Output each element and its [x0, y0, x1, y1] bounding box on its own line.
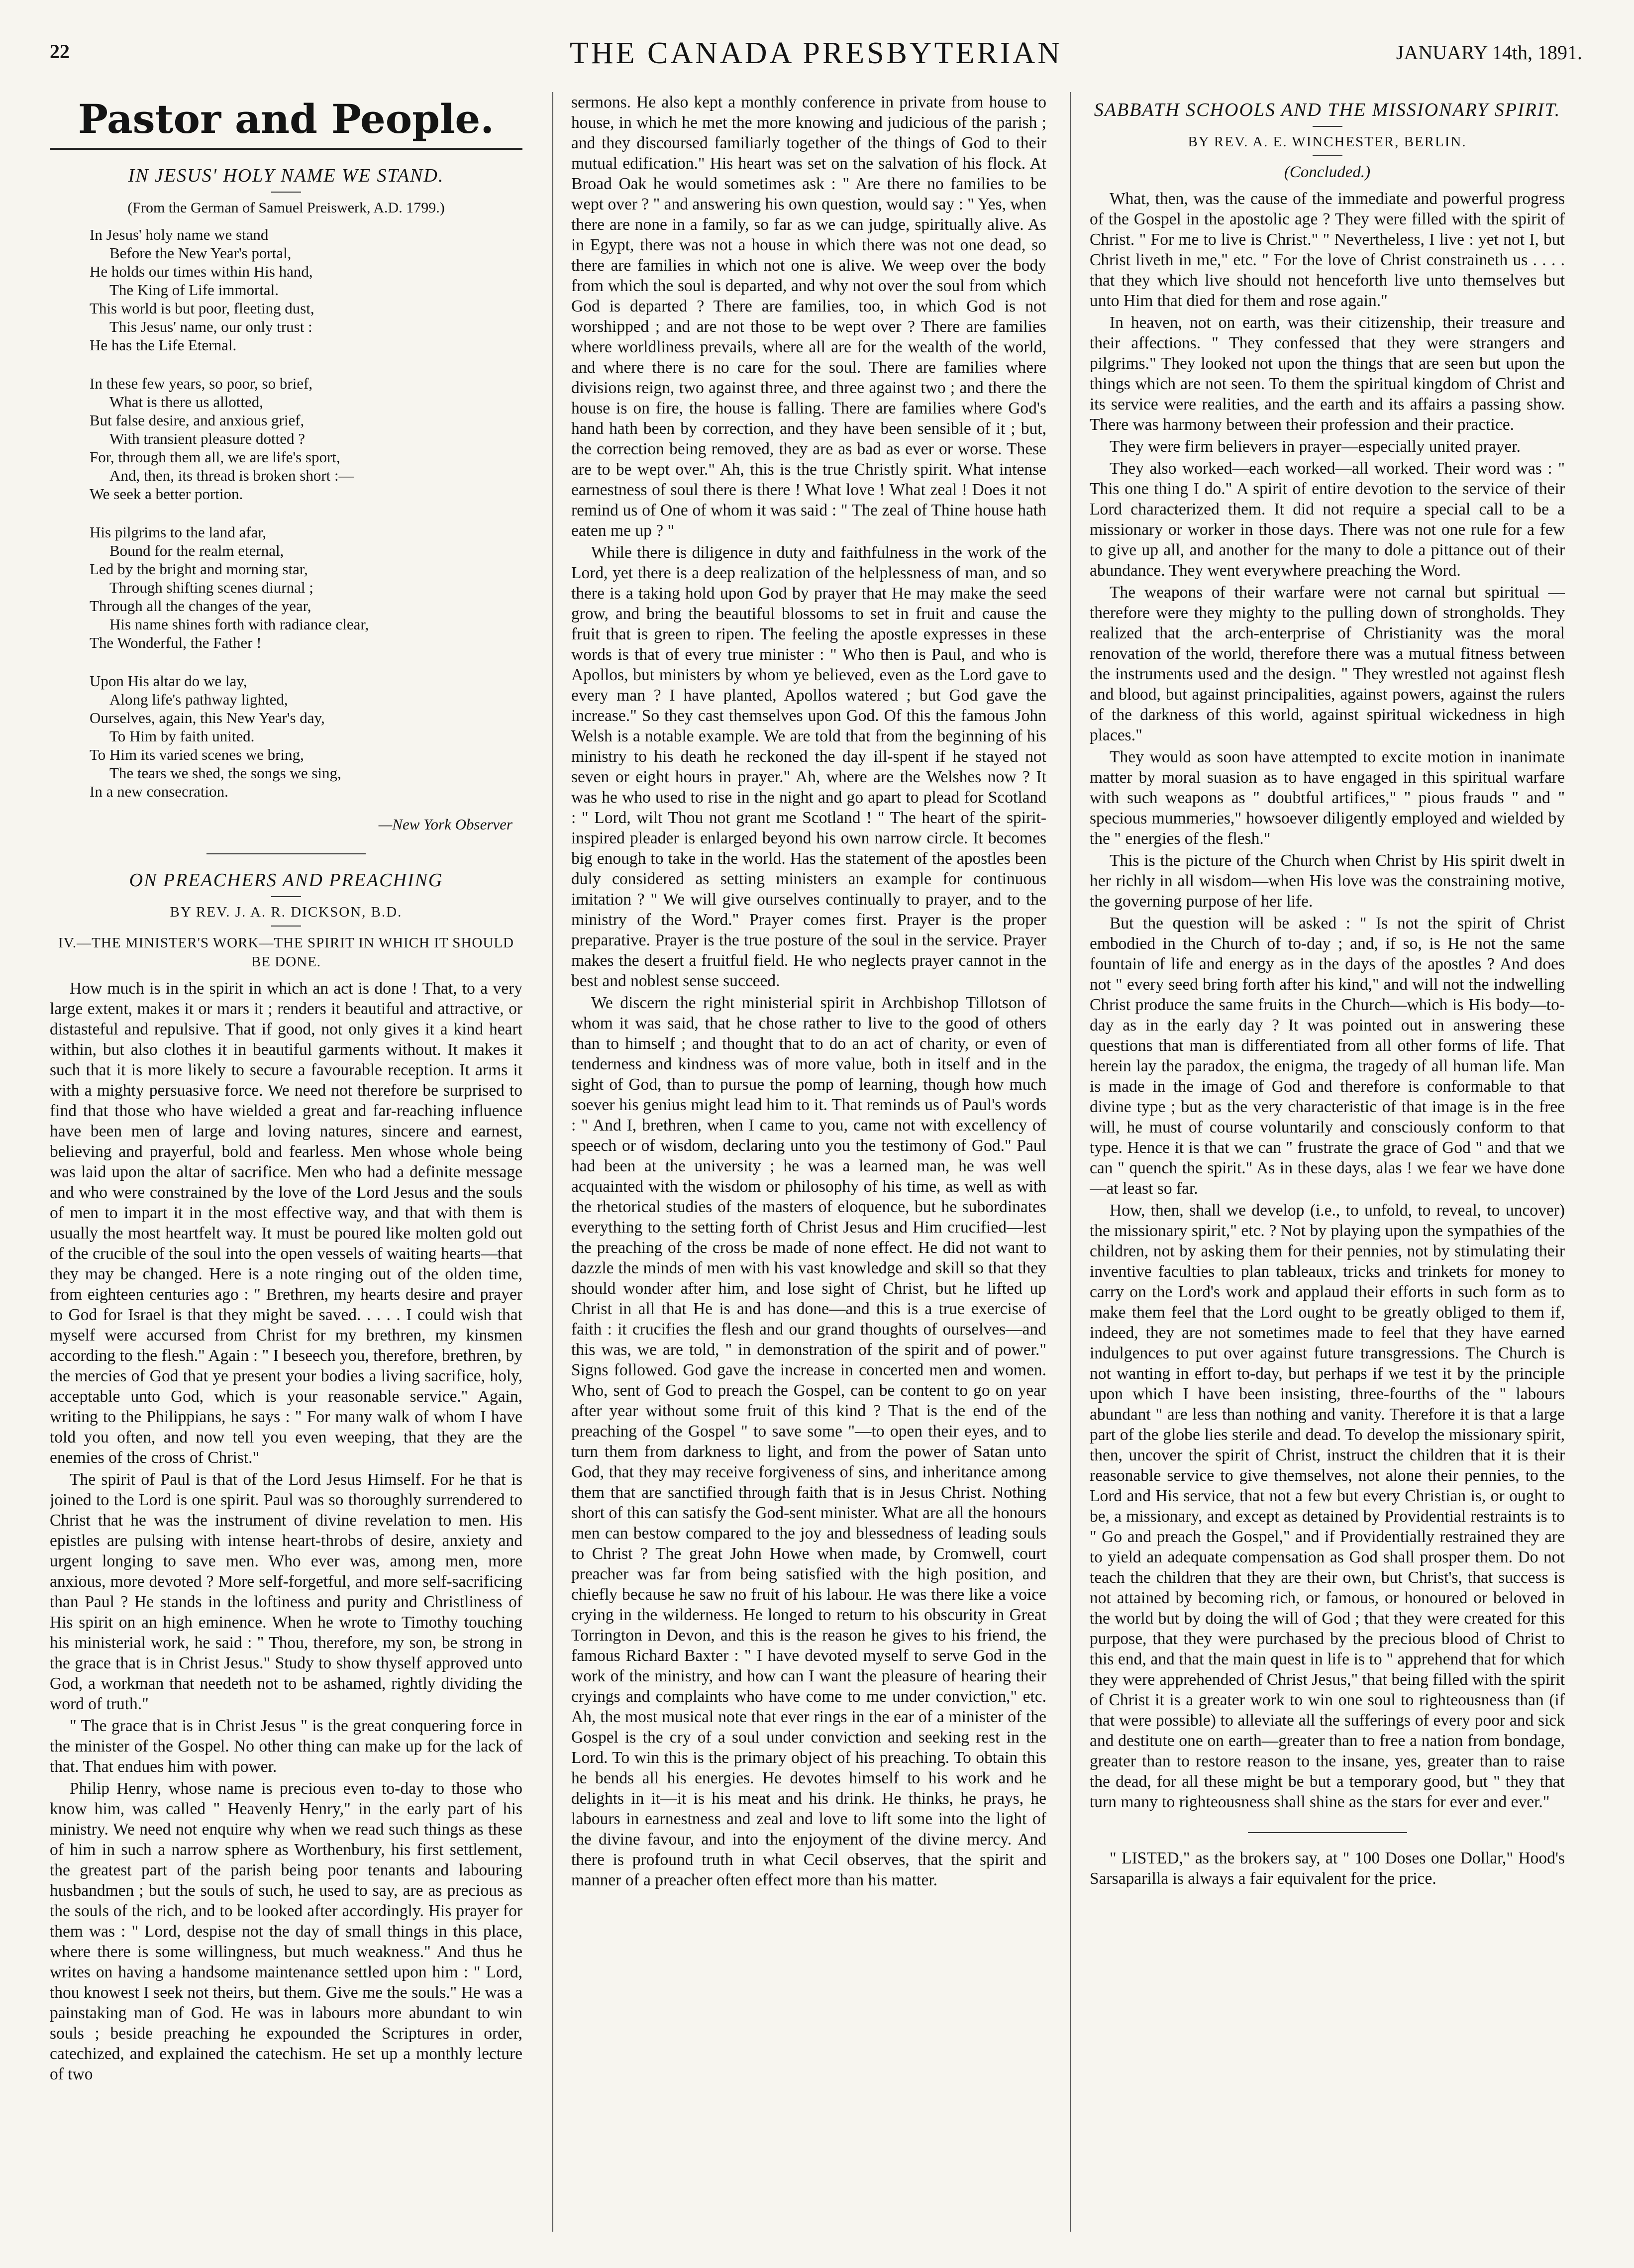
article-body-2: [1090, 189, 1565, 1812]
paragraph: They were firm believers in prayer—especially united prayer.: [1110, 437, 1521, 456]
paragraph: Philip Henry, whose name is precious even to-day to those who know him, was called " Heavenly Henry," in the early part of his ministry. We need not enquire why when we read such things as these of him in such a narrow sphere as Worthenbury, his first settlement, the greatest part of the parish being poor tenants and labouring husbandmen ; but the souls of such, he used to say, are as precious as the souls of the rich, and to be looked after accordingly. His prayer for them was : " Lord, despise not the day of small things in this place, where there is some willingness, but much weakness." And thus he writes on having a handsome maintenance settled upon him : " Lord, thou knowest I seek not theirs, but them. Give me the souls." He was a painstaking man of God. He was in labours more abundant to win souls ; beside preaching he expounded the Scriptures in order, catechized, and explained the catechism. He set up a monthly lecture of two: [50, 1779, 522, 2083]
paragraph: The spirit of Paul is that of the Lord Jesus Himself. For he that is joined to the Lord is one spirit. Paul was so thoroughly surrendered to Christ that he was the instrument of divine revelation to men. His epistles are pulsing with intense heart-throbs of desire, anxiety and urgent longing to save men. Who ever was, among men, more anxious, more devoted ? More self-forgetful, and more self-sacrificing than Paul ? He stands in the loftiness and purity and Christliness of His spirit on an high eminence. When he wrote to Timothy touching his ministerial work, he said : " Thou, therefore, my son, be strong in the grace that is in Christ Jesus." Study to show thyself approved unto God, a workman that needeth not to be ashamed, rightly dividing the word of truth.": [50, 1470, 522, 1713]
poem-line: He holds our times within His hand,: [90, 263, 313, 280]
poem-line: Through all the changes of the year,: [90, 597, 311, 615]
poem-line: The tears we shed, the songs we sing,: [109, 764, 341, 782]
poem-line: To Him by faith united.: [109, 727, 255, 745]
poem-line: This Jesus' name, our only trust :: [109, 318, 312, 335]
poem-line: In a new consecration.: [90, 783, 228, 800]
column-3: [1090, 92, 1565, 2232]
poem-stanza: [90, 374, 522, 503]
paragraph: In heaven, not on earth, was their citizenship, their treasure and their affections. " They confessed that they were strangers and pilgrims." They looked not upon the things that are seen but upon the things which are not seen. To them the spiritual kingdom of Christ and its service were realities, and the earth and its affairs a passing show. There was harmony between their profession and their practice.: [1090, 313, 1565, 434]
column-rule-right: [1070, 92, 1071, 2232]
article-body: [50, 978, 522, 2084]
column-rule-left: [552, 92, 553, 2232]
divider: [271, 926, 301, 927]
poem-line: Before the New Year's portal,: [109, 244, 292, 262]
page-number: 22: [50, 40, 70, 63]
article-continuation: [571, 92, 1046, 1890]
poem-line: To Him its varied scenes we bring,: [90, 746, 304, 763]
poem-stanza: [90, 225, 522, 354]
article-byline: BY REV. J. A. R. DICKSON, B.D.: [170, 904, 403, 920]
paragraph: " The grace that is in Christ Jesus " is the great conquering force in the minister of the Gospel. No other thing can make up for the lack of that. That endues him with power.: [50, 1717, 522, 1776]
masthead: THE CANADA PRESBYTERIAN: [570, 36, 1062, 70]
poem-body: [50, 225, 522, 801]
poem-attribution: —New York Observer: [378, 816, 512, 833]
divider: [1313, 126, 1342, 127]
poem-stanza: [90, 523, 522, 652]
heading-rule: [50, 148, 522, 150]
paragraph: We discern the right ministerial spirit in Archbishop Tillotson of whom it was said, that he chose rather to live to the good of others than to himself ; and thought that to do an act of charity, or even of tenderness and kindness was of more value, both in itself and in the sight of God, than to pursue the pomp of learning, though how much soever his genius might lead him to it. That reminds us of Paul's words : " And I, brethren, when I came to you, came not with excellency of speech or of wisdom, declaring unto you the testimony of God." Paul had been at the university ; he was a learned man, he was well acquainted with the wisdom or philosophy of his time, as well as with the rhetorical studies of the masters of eloquence, but he subordinates everything to the setting forth of Christ Jesus and Him crucified—lest the preaching of the cross be made of none effect. He did not want to dazzle the minds of men with his vast knowledge and skill so that they should wonder after him, and lose sight of Christ, but he lifted up Christ in all that He is and has done—and this is a true exercise of faith : it crucifies the flesh and our grand thoughts of ourselves—and this was, we are told, " in demonstration of the spirit and of power." Signs followed. God gave the increase in concerted men and women. Who, sent of God to preach the Gospel, can be content to go on year after year without some fruit of this kind ? That is the end of the preaching of the Gospel " to save some "—to open their eyes, and to turn them from darkness to light, and from the power of Satan unto God, that they may receive forgiveness of sins, and inheritance among them that are sanctified through faith that is in Jesus Christ. Nothing short of this can satisfy the God-sent minister. What are all the honours men can bestow compared to the joy and blessedness of leading souls to Christ ? The great John Howe when made, by Cromwell, court preacher was far from being satisfied with the high position, and chiefly because he saw no fruit of his labour. He was there like a voice crying in the wilderness. He longed to return to his obscurity in Great Torrington in Devon, and this is the reason he gives to his friend, the famous Richard Baxter : " I have devoted myself to serve God in the work of the ministry, and how can I want the pleasure of hearing their cryings and complaints who have come to me under conviction," etc. Ah, the most musical note that ever rings in the ear of a minister of the Gospel is the cry of a soul under conviction and seeking rest in the Lord. To win this is the primary object of his preaching. To obtain this he bends all his energies. He devotes himself to his work and he delights in it—it is his meat and his drink. He thinks, he prays, he labours in earnestness and zeal and love to lift some into the light of the divine favour, and into the enjoyment of the divine mercy. And there is profound truth in what Cecil observes, that the spirit and manner of a preacher often effect more than his matter.: [571, 994, 1046, 1889]
section-heading: IV.—THE MINISTER'S WORK—THE SPIRIT IN WHICH IT SHOULD BE DONE.: [58, 935, 514, 970]
poem-line: The King of Life immortal.: [109, 281, 279, 299]
paragraph: This is the picture of the Church when Christ by His spirit dwelt in her richly in all wisdom—when His love was the constraining motive, the governing purpose of her life.: [1090, 851, 1565, 911]
poem-line: In these few years, so poor, so brief,: [90, 375, 313, 392]
article-separator: [1248, 1832, 1407, 1833]
divider: [271, 896, 301, 897]
paragraph: They would as soon have attempted to excite motion in inanimate matter by moral suasion as to have engaged in this spiritual warfare with such weapons as " doubtful artifices," " pious frauds " and " specious mummeries," howsoever diligently employed and wielded by the " energies of the flesh.": [1090, 748, 1565, 848]
poem-line: We seek a better portion.: [90, 485, 243, 503]
issue-date: JANUARY 14th, 1891.: [1396, 41, 1582, 64]
article-byline-2: BY REV. A. E. WINCHESTER, BERLIN.: [1188, 134, 1467, 150]
page-header: [50, 36, 1582, 81]
column-2: [571, 92, 1046, 2232]
divider: [1313, 155, 1342, 156]
poem-title: IN JESUS' HOLY NAME WE STAND.: [128, 165, 444, 186]
poem-line: In Jesus' holy name we stand: [90, 226, 269, 243]
poem-line: He has the Life Eternal.: [90, 336, 237, 354]
poem-line: This world is but poor, fleeting dust,: [90, 300, 314, 317]
column-1: [50, 92, 522, 2232]
poem-line: Along life's pathway lighted,: [109, 691, 288, 708]
paragraph: How much is in the spirit in which an act is done ! That, to a very large extent, makes it or mars it ; renders it beautiful and attractive, or distasteful and repulsive. That if good, not only gives it a kind heart within, but also clothes it in beautiful garments without. It makes it such that it is more likely to secure a favourable reception. It arms it with a mighty persuasive force. We need not therefore be surprised to find that those who have wielded a great and far-reaching influence have been men of large and loving natures, sincere and earnest, believing and prayerful, bold and fearless. Men whose whole being was laid upon the altar of sacrifice. Men who had a definite message and who were constrained by the love of the Lord Jesus and the souls of men to impart it in the most effective way, and that with them is usually the most heartfelt way. It must be poured like molten gold out of the crucible of the soul into the open vessels of waiting hearts—that they may be changed. Here is a note ringing out of the olden time, from eighteen centuries ago : " Brethren, my hearts desire and prayer to God for Israel is that they might be saved. . . . . I could wish that myself were accursed from Christ for my brethren, my kinsmen according to the flesh." Again : " I beseech you, therefore, brethren, by the mercies of God that ye present your bodies a living sacrifice, holy, acceptable unto God, which is your reasonable service." Again, writing to the Philippians, he says : " For many walk of whom I have told you often, and now tell you even weeping, that they are the enemies of the cross of Christ.": [50, 979, 522, 1467]
concluded-note: (Concluded.): [1284, 163, 1371, 181]
poem-source: (From the German of Samuel Preiswerk, A.D. 1799.): [127, 200, 445, 216]
poem-line: Ourselves, again, this New Year's day,: [90, 709, 325, 726]
poem-line: But false desire, and anxious grief,: [90, 412, 305, 429]
paragraph: What, then, was the cause of the immediate and powerful progress of the Gospel in the apostolic age ? They were filled with the spirit of Christ. " For me to live is Christ." " Nevertheless, I live : yet not I, but Christ liveth in me," etc. " For the love of Christ constraineth us . . . . that they which live should not henceforth live unto themselves but unto Him that died for them and rose again.": [1090, 190, 1565, 310]
advertisement: " LISTED," as the brokers say, at " 100 Doses one Dollar," Hood's Sarsaparilla is always a fair equivalent for the price.: [1090, 1849, 1565, 1888]
poem-line: Led by the bright and morning star,: [90, 560, 308, 578]
poem-line: For, through them all, we are life's sport,: [90, 448, 340, 466]
article-title: ON PREACHERS AND PREACHING: [129, 870, 443, 891]
paragraph: But the question will be asked : " Is not the spirit of Christ embodied in the Church of to-day ; and, if so, is He not the same fountain of life and energy as in the days of the apostles ? And does not " every seed bring forth after his kind," and will not the indwelling Christ produce the same fruits in the Church—which is His body—to-day as in the early day ? It was pointed out in answering these questions that man is differentiated from all other forms of life. That herein lay the paradox, the enigma, the tragedy of all human life. Man is made in the image of God and therefore is conformable to that divine type ; but as the very characteristic of that image is in the free will, he must of course voluntarily and consciously conform to that type. Hence it is that we can " frustrate the grace of God " and that we can " quench the spirit." As in these days, alas ! we fear we have done—at least so far.: [1090, 914, 1565, 1198]
divider: [271, 192, 301, 193]
department-heading: Pastor and People.: [78, 96, 495, 142]
poem-line: With transient pleasure dotted ?: [109, 430, 306, 447]
poem-line: Through shifting scenes diurnal ;: [109, 579, 313, 596]
article-separator: [206, 853, 366, 854]
article-title-2: SABBATH SCHOOLS AND THE MISSIONARY SPIRIT.: [1094, 100, 1561, 120]
poem-line: Bound for the realm eternal,: [109, 542, 284, 559]
poem-line: Upon His altar do we lay,: [90, 672, 247, 690]
poem-line: And, then, its thread is broken short :—: [109, 467, 354, 484]
paragraph: How, then, shall we develop (i.e., to unfold, to reveal, to uncover) the missionary spirit," etc. ? Not by playing upon the sympathies of the children, not by asking them for their pennies, not by stimulating their inventive faculties to plan tableaux, tricks and trinkets for money to carry on the Lord's work and applaud their efforts in such form as to make them feel that the Lord ought to be greatly obliged to them if, indeed, they are not sometimes made to feel that they have earned indulgences to put over against future transgressions. The Church is not wanting in effort to-day, but perhaps if we test it by the principle upon which I have been insisting, three-fourths of the " labours abundant " are less than nothing and vanity. Therefore it is that a large part of the globe lies sterile and dead. To develop the missionary spirit, then, uncover the spirit of Christ, instruct the children that it is their reasonable service to give themselves, not alone their pennies, to the Lord and His service, that not a few but every Christian is, or ought to be, a missionary, and except as detained by Providential restraints is to " Go and preach the Gospel," and if Providentially restrained they are to yield an adequate compensation as God shall prosper them. Do not teach the children that they are their own, but Christ's, that success is not attained by becoming rich, or famous, or honoured or beloved in the world but by doing the will of God ; that they were created for this purpose, that they were purchased by the precious blood of Christ to this end, and that the main quest in life is to " apprehend that for which they were apprehended of Christ Jesus," that being filled with the spirit of Christ it is a greater work to win one soul to righteousness than (if that were possible) to alleviate all the sufferings of every poor and sick and destitute one on earth—greater than to free a nation from bondage, greater than to restore reason to the insane, yes, greater than to raise the dead, for all these might be but a temporary good, but " they that turn many to righteousness shall shine as the stars for ever and ever.": [1090, 1201, 1565, 1811]
paragraph: While there is diligence in duty and faithfulness in the work of the Lord, yet there is a deep realization of the helplessness of man, and so there is a taking hold upon God by prayer that He may make the seed grow, and bring the beautiful blossoms to set in fruit and cause the fruit that is green to ripen. The feeling the apostle expresses in these words is that of every true minister : " Who then is Paul, and who is Apollos, but ministers by whom ye believed, even as the Lord gave to every man ? I have planted, Apollos watered ; but God gave the increase." So they cast themselves upon God. Of this the famous John Welsh is a notable example. We are told that from the beginning of his ministry to his death he reckoned the day ill-spent if he stayed not seven or eight hours in prayer." Ah, where are the Welshes now ? It was he who used to rise in the night and go apart to plead for Scotland : " Lord, wilt Thou not grant me Scotland ! " The heart of the spirit-inspired pleader is enlarged beyond his own narrow circle. It becomes big enough to take in the world. Has the statement of the apostles been duly considered as setting ministers an example for continuous imitation ? " We will give ourselves continually to prayer, and to the ministry of the Word." Prayer comes first. Prayer is the proper preparative. Prayer is the true posture of the soul in the service. Prayer makes the desert a fruitful field. He who neglects prayer cannot in the best and noblest sense succeed.: [571, 543, 1046, 990]
poem-stanza: [90, 672, 522, 801]
poem-line: His name shines forth with radiance clear,: [109, 616, 369, 633]
paragraph: The weapons of their warfare were not carnal but spiritual —therefore were they mighty to the pulling down of strongholds. They realized that the arch-enterprise of Christianity was the moral renovation of the world, therefore there was a mutual fitness between the instruments used and the design. " They wrestled not against flesh and blood, but against principalities, against powers, against the rulers of the darkness of this world, against spiritual wickedness in high places.": [1090, 583, 1565, 744]
paragraph: sermons. He also kept a monthly conference in private from house to house, in which he met the more knowing and judicious of the parish ; and they discoursed familiarly together of the things of God to their mutual edification." His heart was set on the salvation of his flock. At Broad Oak he would sometimes ask : " Are there no families to be wept over ? " and answering his own question, would say : " Yes, when there are none in a family, so far as we can judge, spiritually alive. As in Egypt, there was not a house in which there was not one dead, so there are families in which not one is alive. We weep over the body from which the soul is departed, and why not over the soul from which God is departed ? There are families, too, in which God is not worshipped ; and are not those to be wept over ? There are families where worldliness prevails, where all are for the wealth of the world, and where there is no care for the soul. There are families where divisions reign, two against three, and three against two ; and there the house is on fire, the house is falling. There are families where God's hand hath been by correction, and they have been sensible of it ; but, the correction being removed, they are as bad as ever or worse. These are to be wept over." Ah, this is the true Christly spirit. What intense earnestness of soul there is there ! What love ! What zeal ! Does it not remind us of One of whom it was said : " The zeal of Thine house hath eaten me up ? ": [571, 93, 1046, 540]
paragraph: They also worked—each worked—all worked. Their word was : " This one thing I do." A spirit of entire devotion to the service of their Lord characterized them. It did not require a special call to be a missionary or worker in those days. There was not one rule for a few to give up all, and another for the many to dole a pittance out of their abundance. They went everywhere preaching the Word.: [1090, 459, 1565, 580]
poem-line: His pilgrims to the land afar,: [90, 523, 267, 541]
poem-line: The Wonderful, the Father !: [90, 634, 262, 651]
poem-line: What is there us allotted,: [109, 393, 264, 411]
